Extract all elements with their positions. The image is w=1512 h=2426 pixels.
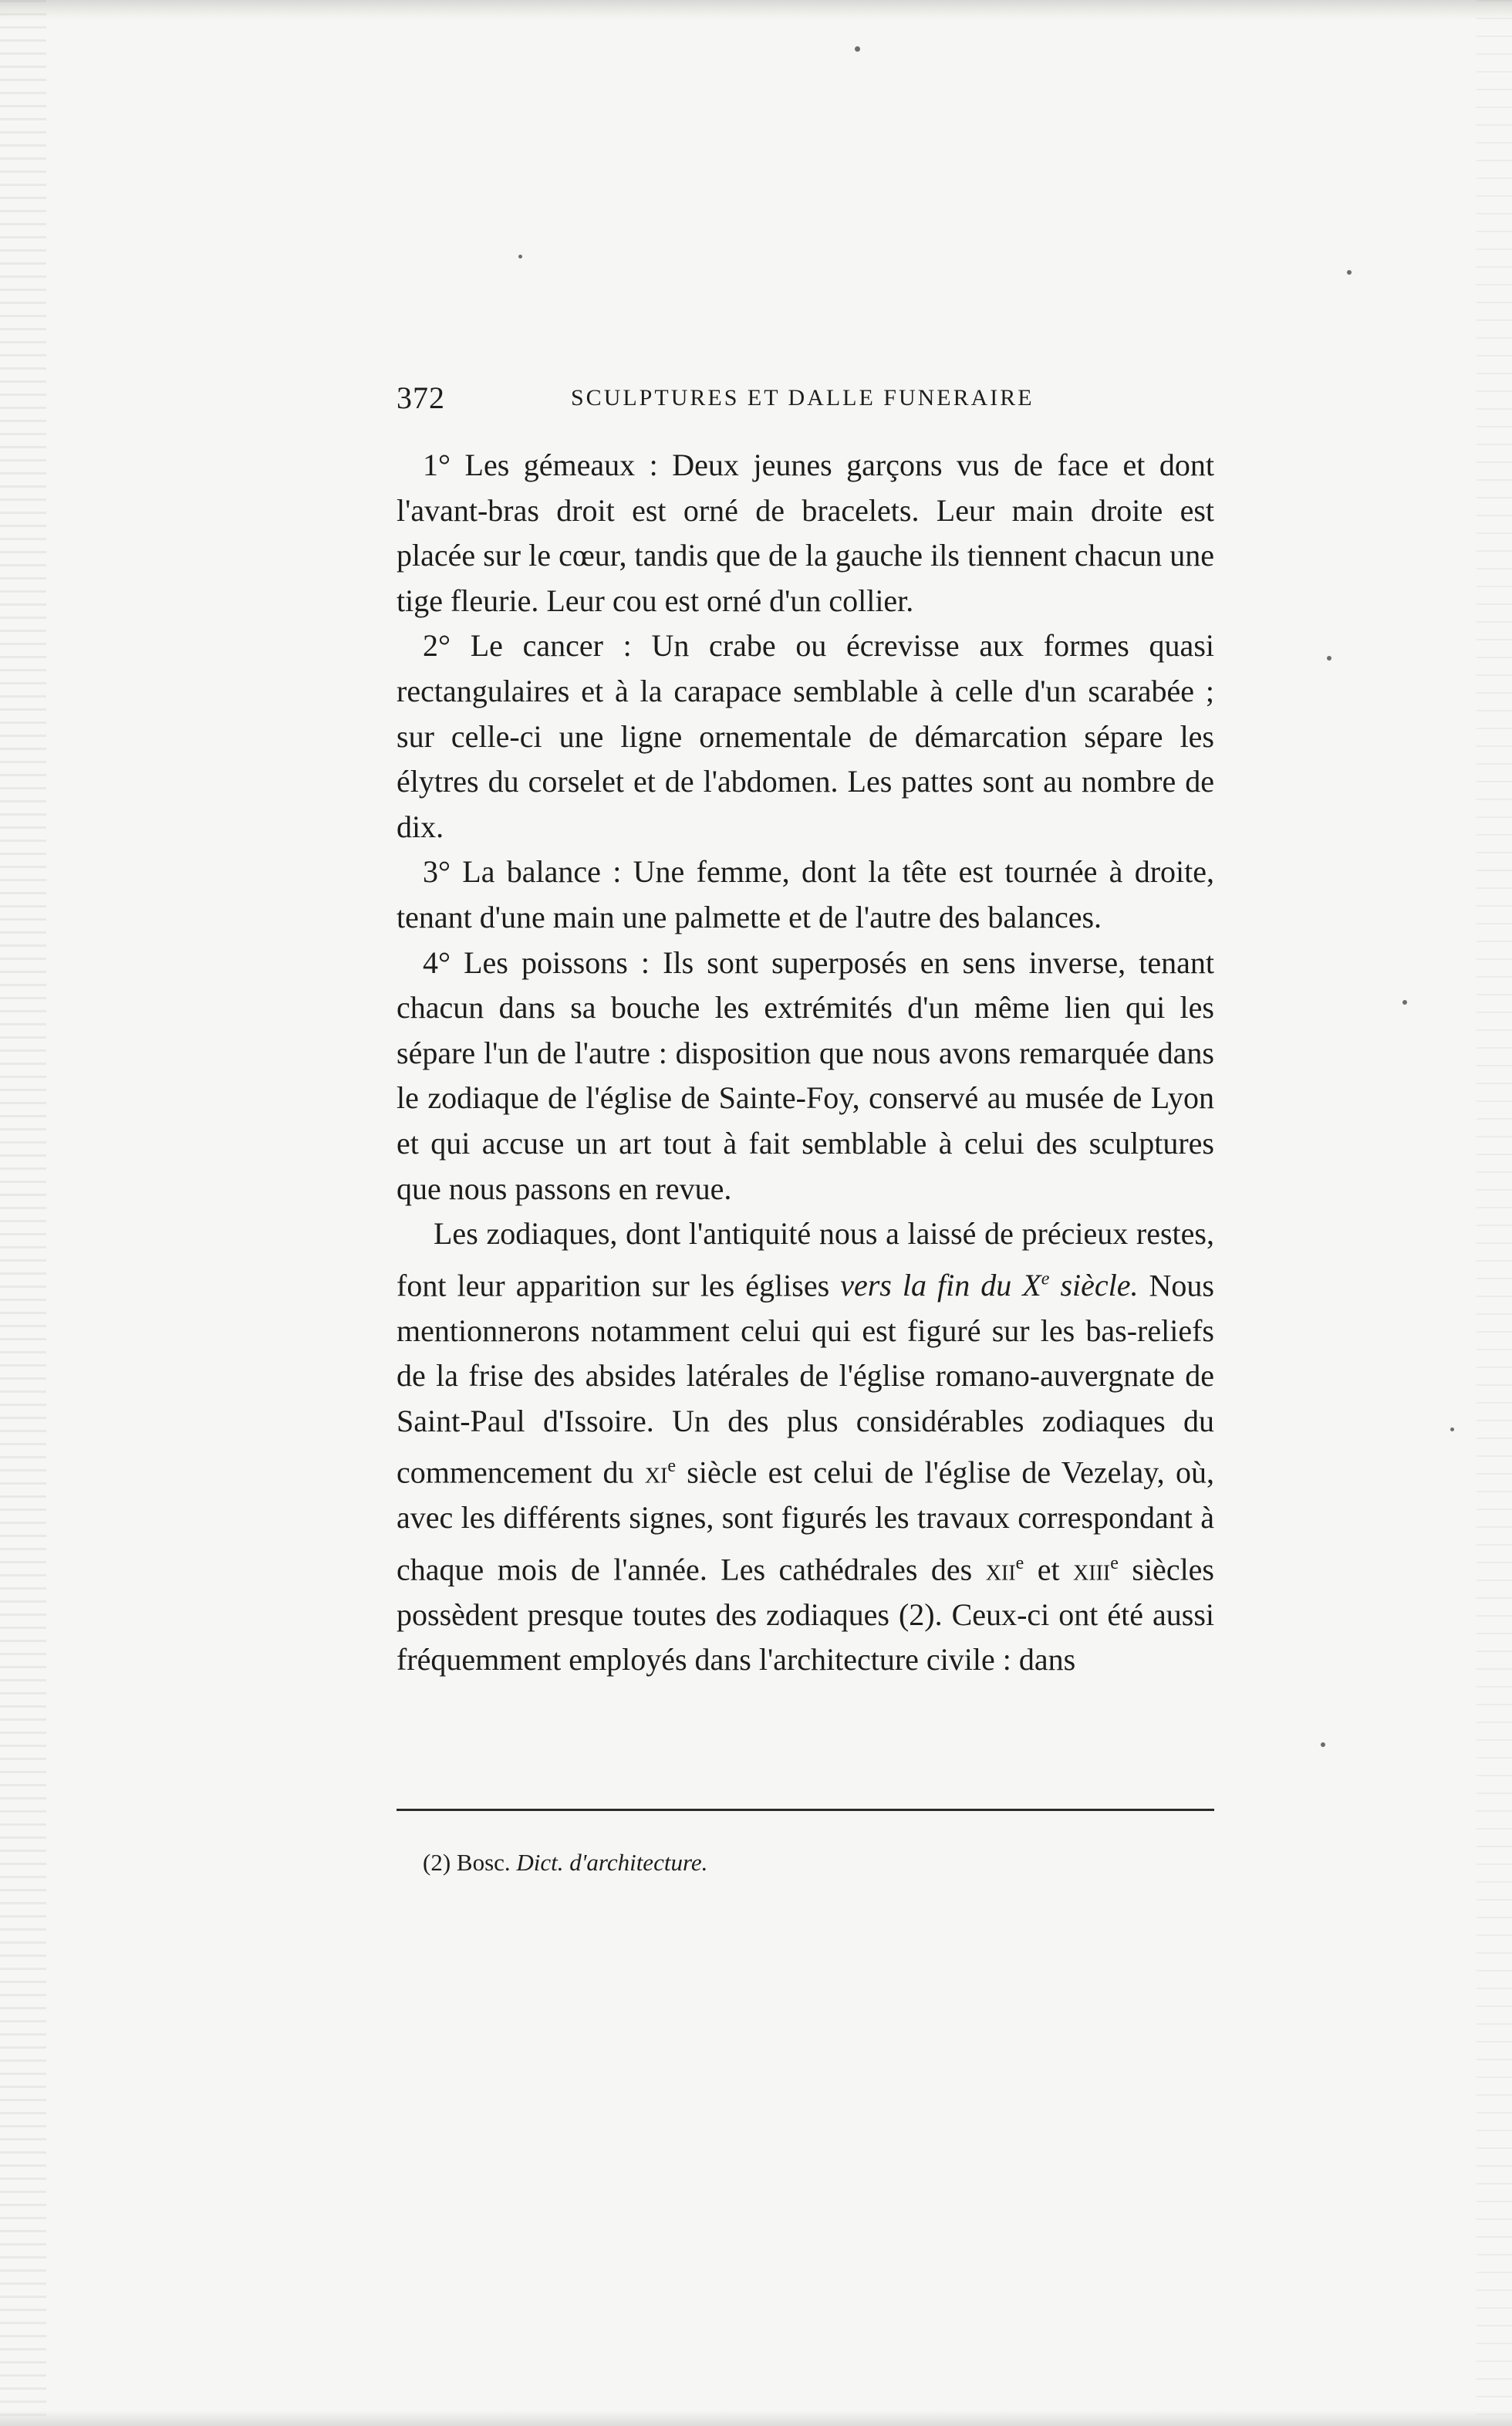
footnote-reference: Dict. d'architecture. [516, 1849, 708, 1876]
scan-top-edge [0, 0, 1512, 20]
zodiac-text-part1: Les zodiaques, dont l'antiquité nous a laissé de précieux restes, font leur apparition sur les églises [397, 1216, 1214, 1303]
zodiac-italic-phrase [840, 1268, 1138, 1303]
paragraph-pisces: 4° Les poissons : Ils sont superposés en sens inverse, tenant chacun dans sa bouche les extrémités d'un même lien qui les sépare l'un de l'autre : disposition que nous avons remarquée dans le zodiaque de l'église de Sainte-Foy, conservé au musée de Lyon et qui accuse un art tout à fait semblable à celui des sculptures que nous passons en revue. [397, 944, 1214, 1206]
paragraph-gemini: 1° Les gémeaux : Deux jeunes garçons vus de face et dont l'avant-bras droit est orné de bracelets. Leur main droite est placée sur le cœur, tandis que de la gauche ils tiennent chacun une tige fleurie. Leur cou est orné d'un collier. [397, 448, 1214, 618]
scan-bottom-edge [0, 2411, 1512, 2426]
zodiac-text-part4: et [1024, 1552, 1074, 1587]
scan-speck [855, 46, 860, 52]
century-12-sup: e [1015, 1553, 1024, 1573]
page-number: 372 [397, 380, 445, 415]
scan-left-edge [0, 0, 46, 2426]
century-12: xii [985, 1552, 1016, 1587]
footnote-label: (2) Bosc. [423, 1849, 511, 1876]
zodiac-text-part5: siècles possèdent presque toutes des zodiaques (2). Ceux-ci ont été aussi fréquemment employés dans l'architecture civile : dans [397, 1552, 1215, 1678]
scan-speck [518, 255, 522, 258]
scan-speck [1347, 270, 1352, 275]
body-text [397, 443, 1214, 1683]
zodiac-text-part2: Nous mentionnerons notamment celui qui est figuré sur les bas-reliefs de la frise des absides latérales de l'église romano-auvergnate de Saint-Paul d'Issoire. Un des plus considérables zodiaques du commencement du [397, 1268, 1214, 1490]
scan-right-edge [1477, 0, 1512, 2426]
scan-speck [1321, 1742, 1325, 1747]
zodiac-italic-text: vers la fin du X [840, 1268, 1041, 1303]
page-header [397, 381, 1214, 415]
century-11: xi [644, 1455, 668, 1490]
century-13-sup: e [1110, 1553, 1119, 1573]
footnote-rule [397, 1809, 1214, 1811]
century-13: xiii [1073, 1552, 1111, 1587]
century-11-sup: e [667, 1456, 677, 1477]
footnote [423, 1847, 707, 1878]
running-title: SCULPTURES ET DALLE FUNERAIRE [571, 385, 1034, 411]
zodiac-text-part3: siècle est celui de l'église de Vezelay, où, avec les différents signes, sont figurés les travaux correspondant à chaque mois de l'année. Les cathédrales des [397, 1455, 1214, 1587]
zodiac-italic-end: siècle. [1049, 1268, 1139, 1303]
scan-speck [1402, 1000, 1407, 1005]
paragraph-libra: 3° La balance : Une femme, dont la tête est tournée à droite, tenant d'une main une palmette et de l'autre des balances. [397, 854, 1214, 934]
zodiac-italic-sup: e [1041, 1269, 1050, 1289]
scan-speck [1450, 1428, 1454, 1431]
scan-speck [1327, 656, 1331, 661]
paragraph-zodiacs [397, 1211, 1214, 1683]
paragraph-cancer: 2° Le cancer : Un crabe ou écrevisse aux formes quasi rectangulaires et à la carapace semblable à celle d'un scarabée ; sur celle-ci une ligne ornementale de démarcation sépare les élytres du corselet et de l'abdomen. Les pattes sont au nombre de dix. [397, 628, 1214, 844]
